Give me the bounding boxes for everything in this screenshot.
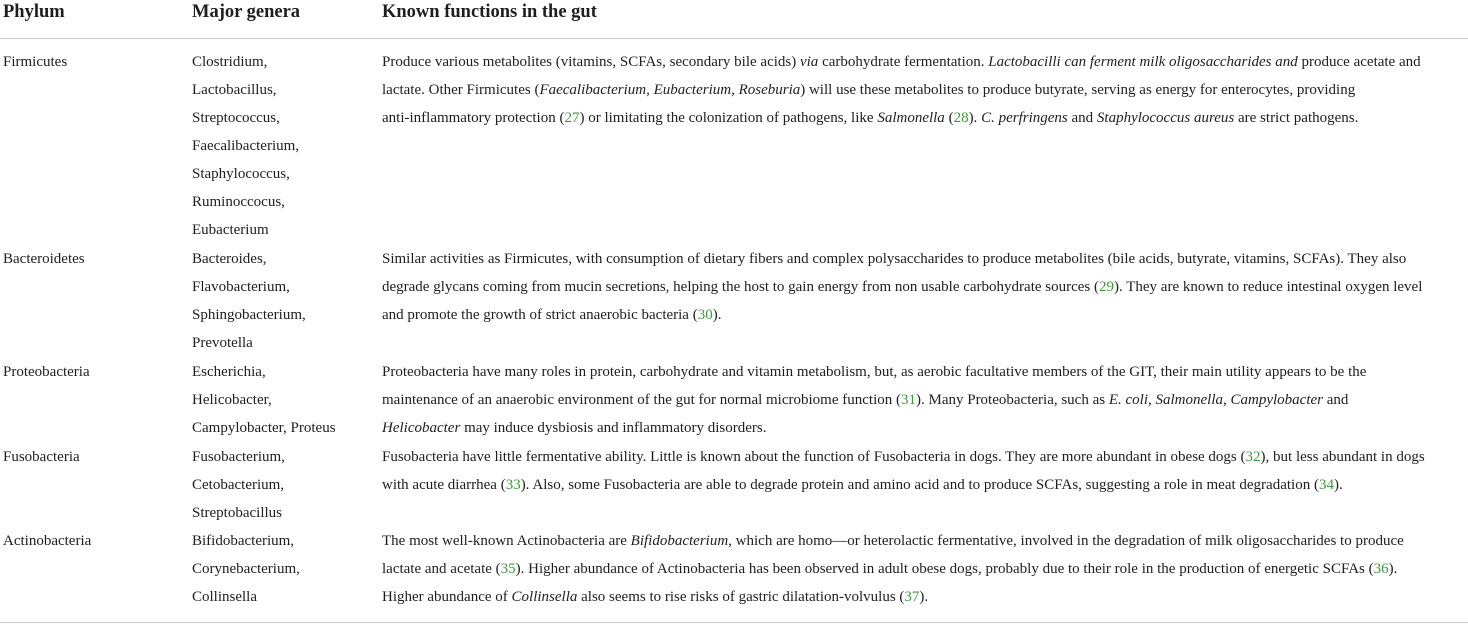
italic-text: Faecalibacterium, Eubacterium, Roseburia	[539, 82, 801, 98]
genus-item: Collinsella	[192, 589, 257, 605]
italic-text: C. perfringens	[981, 110, 1068, 126]
text-span: produce acetate and	[1297, 54, 1421, 70]
italic-text: Campylobacter	[1230, 392, 1323, 408]
reference-link[interactable]: 33	[505, 477, 521, 493]
reference-link[interactable]: 32	[1245, 449, 1261, 465]
text-span: ).	[1333, 477, 1343, 493]
genus-item: Faecalibacterium,	[192, 138, 300, 154]
genus-item: Bifidobacterium,	[192, 533, 295, 549]
text-span: anti-inflammatory protection (	[382, 110, 565, 126]
text-span: and	[1322, 392, 1349, 408]
genus-item: Lactobacillus,	[192, 82, 277, 98]
genus-item: Corynebacterium,	[192, 561, 300, 577]
italic-text: Salmonella	[1155, 392, 1223, 408]
genera-cell	[192, 245, 306, 357]
text-span: ). They are known to reduce intestinal oxygen level	[1114, 279, 1423, 295]
italic-text: Collinsella	[511, 589, 578, 605]
functions-cell	[382, 527, 1464, 611]
text-span: ).	[1388, 561, 1398, 577]
text-span: ). Many Proteobacteria, such as	[915, 392, 1109, 408]
text-span: and	[1067, 110, 1097, 126]
text-line	[382, 414, 1464, 442]
text-span: The most well-known Actinobacteria are	[382, 533, 631, 549]
italic-text: Bifidobacterium	[630, 533, 729, 549]
genus-item: Ruminoccocus,	[192, 194, 285, 210]
text-span: may induce dysbiosis and inflammatory disorders.	[460, 420, 767, 436]
text-span: Produce various metabolites (vitamins, SCFAs, secondary bile acids)	[382, 54, 800, 70]
text-span: ).	[919, 589, 929, 605]
genus-item: Bacteroides,	[192, 251, 267, 267]
text-span: also seems to rise risks of gastric dilatation-volvulus (	[577, 589, 905, 605]
text-span: are strict pathogens.	[1234, 110, 1359, 126]
reference-link[interactable]: 37	[904, 589, 920, 605]
reference-link[interactable]: 28	[953, 110, 969, 126]
genera-cell	[192, 358, 336, 442]
genera-cell	[192, 443, 285, 527]
phylum-cell: Firmicutes	[3, 54, 68, 70]
text-line	[382, 76, 1464, 104]
genus-item: Helicobacter,	[192, 392, 272, 408]
genus-item: Staphylococcus,	[192, 166, 290, 182]
reference-link[interactable]: 27	[564, 110, 580, 126]
text-line	[382, 471, 1464, 499]
genus-item: Flavobacterium,	[192, 279, 290, 295]
genus-item: Fusobacterium,	[192, 449, 285, 465]
italic-text: Lactobacilli can ferment milk oligosaccharides and	[988, 54, 1298, 70]
text-span: ).	[968, 110, 982, 126]
phylum-cell: Proteobacteria	[3, 364, 90, 380]
text-line: Similar activities as Firmicutes, with consumption of dietary fibers and complex polysaccharides to produce metabolites (bile acids, butyrate, vitamins, SCFAs). They also	[382, 251, 1407, 267]
text-line	[382, 443, 1464, 471]
text-span: Higher abundance of	[382, 589, 512, 605]
genera-cell	[192, 527, 300, 611]
table-header	[0, 0, 1468, 39]
text-line	[382, 527, 1464, 555]
genus-item: Prevotella	[192, 335, 253, 351]
italic-text: Salmonella	[877, 110, 945, 126]
phylum-cell: Bacteroidetes	[3, 251, 85, 267]
phylum-cell: Fusobacteria	[3, 449, 80, 465]
text-span: ,	[1223, 392, 1231, 408]
text-span: ) will use these metabolites to produce butyrate, serving as energy for enterocytes, providing	[800, 82, 1356, 98]
text-span: lactate and acetate (	[382, 561, 501, 577]
header-known-functions: Known functions in the gut	[382, 2, 597, 22]
reference-link[interactable]: 34	[1318, 477, 1334, 493]
text-line	[382, 583, 1464, 611]
text-line	[382, 273, 1464, 301]
text-span: , which are homo—or heterolactic fermentative, involved in the degradation of milk oligosaccharides to produce	[728, 533, 1404, 549]
text-line: Proteobacteria have many roles in protein, carbohydrate and vitamin metabolism, but, as aerobic facultative members of the GIT, their main utility appears to be the	[382, 364, 1367, 380]
text-line	[382, 48, 1464, 76]
genus-item: Sphingobacterium,	[192, 307, 306, 323]
italic-text: Helicobacter	[382, 420, 461, 436]
reference-link[interactable]: 30	[697, 307, 713, 323]
reference-link[interactable]: 36	[1373, 561, 1389, 577]
phylum-cell: Actinobacteria	[3, 533, 92, 549]
functions-cell	[382, 358, 1464, 442]
text-span: carbohydrate fermentation.	[818, 54, 989, 70]
header-major-genera: Major genera	[192, 2, 301, 22]
text-span: ), but less abundant in dogs	[1260, 449, 1425, 465]
genus-item: Eubacterium	[192, 222, 269, 238]
italic-text: via	[799, 54, 819, 70]
text-line	[382, 555, 1464, 583]
text-line	[382, 104, 1464, 132]
text-span: ).	[712, 307, 722, 323]
table-bottom-rule	[0, 622, 1468, 623]
text-span: lactate. Other Firmicutes (	[382, 82, 540, 98]
header-phylum: Phylum	[3, 2, 65, 22]
genus-item: Streptobacillus	[192, 505, 282, 521]
text-span: ) or limitating the colonization of pathogens, like	[579, 110, 878, 126]
italic-text: E. coli	[1108, 392, 1148, 408]
functions-cell	[382, 443, 1464, 499]
text-line	[382, 301, 1464, 329]
reference-link[interactable]: 31	[900, 392, 916, 408]
text-span: ). Also, some Fusobacteria are able to degrade protein and amino acid and to produce SCFAs, suggesting a role in meat degradation (	[520, 477, 1319, 493]
text-span: with acute diarrhea (	[382, 477, 506, 493]
text-span: (	[944, 110, 954, 126]
text-span: and promote the growth of strict anaerobic bacteria (	[382, 307, 698, 323]
text-span: degrade glycans coming from mucin secretions, helping the host to gain energy from non usable carbohydrate sources (	[382, 279, 1100, 295]
genus-item: Streptococcus,	[192, 110, 280, 126]
italic-text: Staphylococcus aureus	[1096, 110, 1235, 126]
text-span: maintenance of an anaerobic environment of the gut for normal microbiome function (	[382, 392, 901, 408]
functions-cell	[382, 245, 1464, 329]
functions-cell	[382, 48, 1464, 132]
reference-link[interactable]: 35	[500, 561, 516, 577]
genera-cell	[192, 48, 299, 244]
text-span: Fusobacteria have little fermentative ability. Little is known about the function of Fusobacteria in dogs. They are more abundant in obese dogs (	[382, 449, 1246, 465]
text-line	[382, 386, 1464, 414]
text-span: ,	[1148, 392, 1156, 408]
reference-link[interactable]: 29	[1099, 279, 1115, 295]
genus-item: Cetobacterium,	[192, 477, 285, 493]
genus-item: Campylobacter, Proteus	[192, 420, 336, 436]
genus-item: Clostridium,	[192, 54, 268, 70]
genus-item: Escherichia,	[192, 364, 266, 380]
text-span: ). Higher abundance of Actinobacteria has been observed in adult obese dogs, probably due to their role in the production of energetic SCFAs (	[515, 561, 1374, 577]
